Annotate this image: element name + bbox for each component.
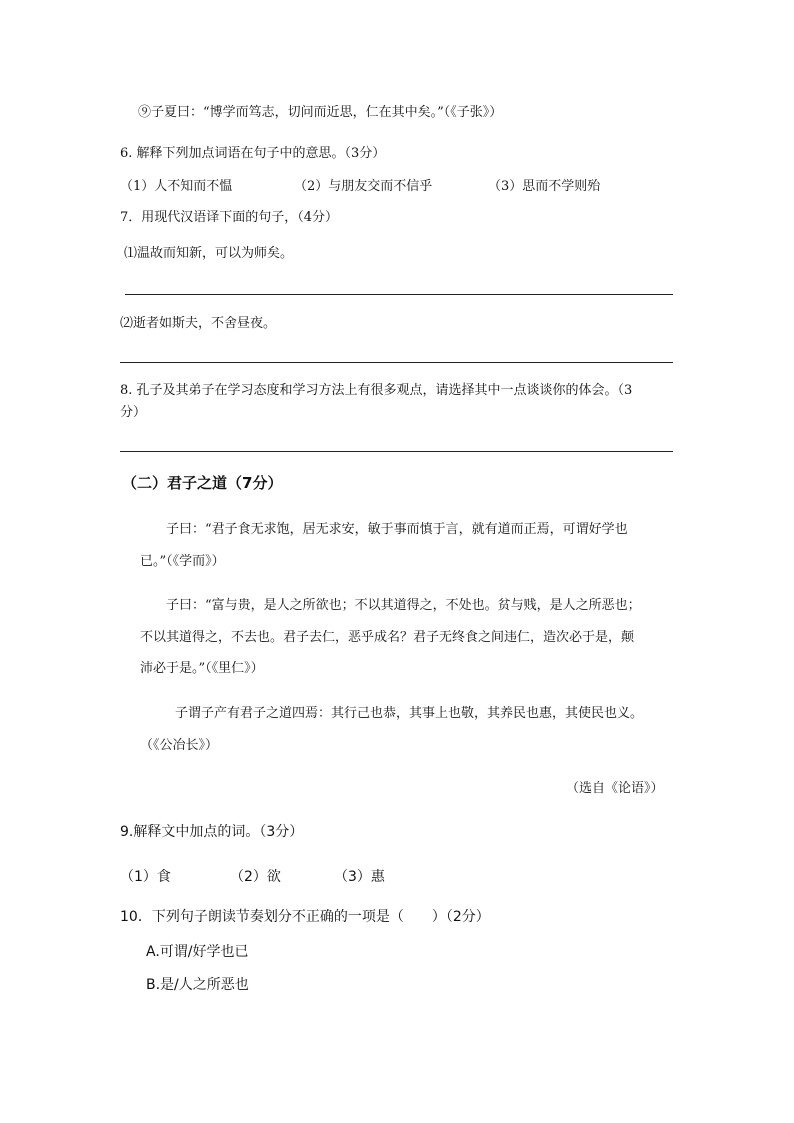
question-6-option-3: （3）思而不学则殆 xyxy=(488,179,601,194)
question-9-prompt: 9.解释文中加点的词。（3分） xyxy=(120,824,304,840)
question-6-prompt: 6. 解释下列加点词语在句子中的意思。（3分） xyxy=(120,146,386,161)
question-8-line-2: 分） xyxy=(120,405,147,420)
question-7-prompt: 7．用现代汉语译下面的句子，（4分） xyxy=(120,210,339,225)
passage-item-9: ⑨子夏曰：“博学而笃志，切问而近思，仁在其中矣。”（《子张》） xyxy=(138,105,503,120)
section-2-para-3-line-2: （《公冶长》） xyxy=(140,738,219,753)
question-6-option-2: （2）与朋友交而不信乎 xyxy=(294,179,433,194)
question-6-option-1: （1）人不知而不愠 xyxy=(120,179,233,194)
section-2-para-1-line-2: 已。”（《学而》） xyxy=(140,554,225,569)
question-9-option-3: （3）惠 xyxy=(334,869,385,885)
question-10-option-a: A.可谓/好学也已 xyxy=(146,944,249,960)
section-2-para-3-line-1: 子谓子产有君子之道四焉：其行己也恭，其事上也敬，其养民也惠，其使民也义。 xyxy=(175,706,644,721)
answer-line-1 xyxy=(125,294,673,295)
answer-line-3 xyxy=(120,451,673,452)
section-2-para-2-line-2: 不以其道得之，不去也。君子去仁，恶乎成名？君子无终食之间违仁，造次必于是，颠 xyxy=(140,630,635,645)
question-10-option-b: B.是/人之所恶也 xyxy=(146,977,249,993)
question-9-option-2: （2）欲 xyxy=(230,869,281,885)
section-2-para-2-line-3: 沛必于是。”（《里仁》） xyxy=(140,661,264,676)
question-10-prompt: 10．下列句子朗读节奏划分不正确的一项是（ ）（2分） xyxy=(120,909,490,925)
section-2-heading: （二）君子之道（7分） xyxy=(122,474,283,492)
answer-line-2 xyxy=(120,362,673,363)
question-8-line-1: 8. 孔子及其弟子在学习态度和学习方法上有很多观点，请选择其中一点谈谈你的体会。（3 xyxy=(120,383,633,398)
question-7-sentence-1: ⑴温故而知新，可以为师矣。 xyxy=(124,246,294,261)
section-2-source: （选自《论语》） xyxy=(566,781,664,796)
section-2-para-2-line-1: 子曰：“富与贵，是人之所欲也；不以其道得之，不处也。贫与贱，是人之所恶也； xyxy=(166,598,641,613)
question-9-option-1: （1）食 xyxy=(120,869,171,885)
question-7-sentence-2: ⑵逝者如斯夫，不舍昼夜。 xyxy=(120,316,277,331)
section-2-para-1-line-1: 子曰：“君子食无求饱，居无求安，敏于事而慎于言，就有道而正焉，可谓好学也 xyxy=(166,522,628,537)
